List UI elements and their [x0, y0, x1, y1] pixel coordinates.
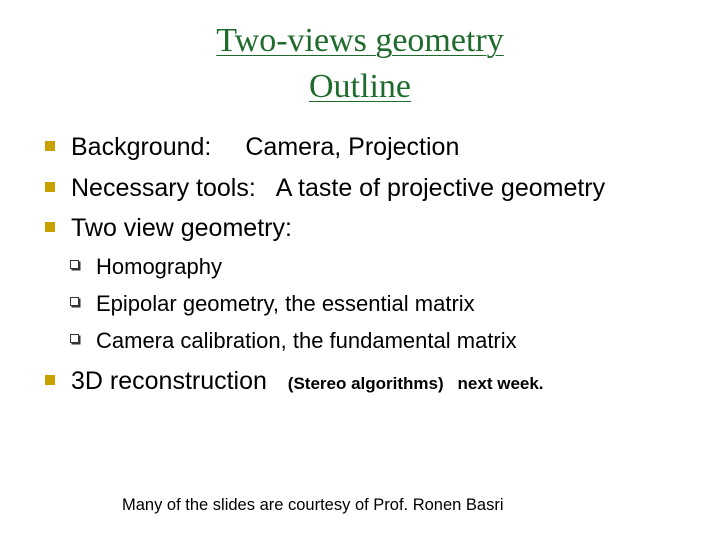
bullet-label: Background:: [71, 133, 212, 161]
bullet-note-next-week: next week.: [457, 374, 544, 393]
bullet-detail: Camera, Projection: [245, 133, 460, 161]
bullet-note-stereo: (Stereo algorithms): [287, 374, 444, 393]
square-bullet-icon: [45, 182, 55, 192]
bullet-text: Two view geometry:: [71, 214, 292, 242]
hollow-square-bullet-icon: [70, 260, 79, 269]
hollow-square-bullet-icon: [70, 297, 79, 306]
slide-title-line2: Outline: [309, 68, 411, 105]
footer-credit: Many of the slides are courtesy of Prof. Ronen Basri: [122, 496, 504, 514]
subbullet-text: Camera calibration, the fundamental matrix: [96, 328, 517, 353]
subbullet-text: Homography: [96, 254, 222, 279]
square-bullet-icon: [45, 375, 55, 385]
slide-title-line1: Two-views geometry: [216, 22, 504, 59]
bullet-main: 3D reconstruction: [71, 367, 267, 395]
bullet-label: Necessary tools:: [71, 174, 256, 202]
square-bullet-icon: [45, 141, 55, 151]
bullet-detail: A taste of projective geometry: [275, 174, 606, 202]
hollow-square-bullet-icon: [70, 334, 79, 343]
subbullet-text: Epipolar geometry, the essential matrix: [96, 291, 475, 316]
square-bullet-icon: [45, 222, 55, 232]
